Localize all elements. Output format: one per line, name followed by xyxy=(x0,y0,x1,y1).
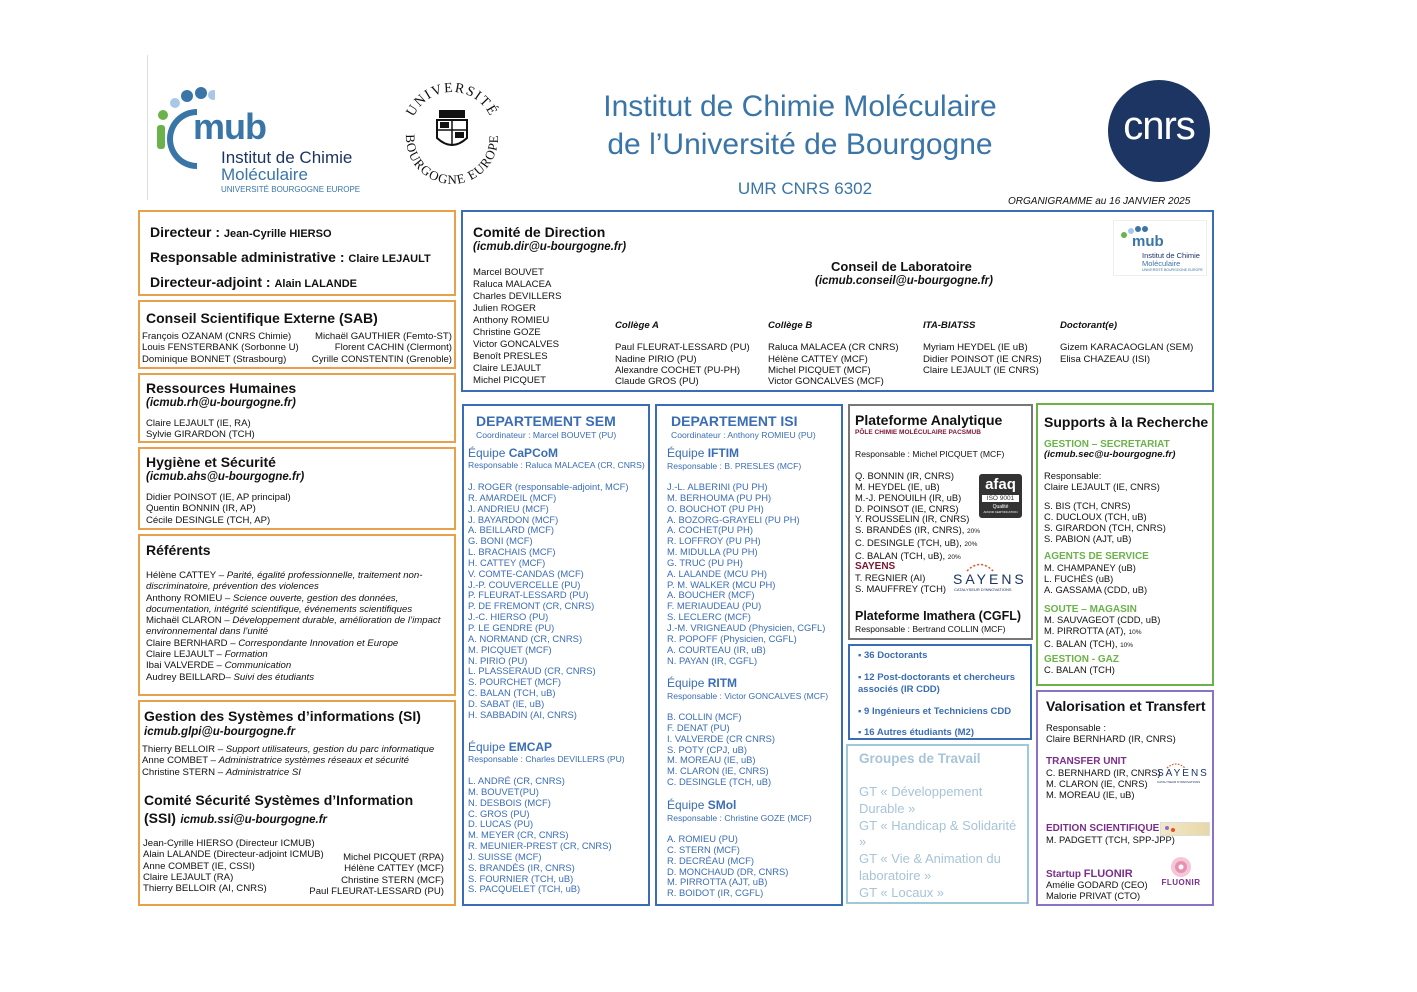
sayens-logo-text: SAYENS xyxy=(953,571,1027,587)
team-name-smol: SMol xyxy=(707,798,737,812)
si-title: Gestion des Systèmes d’informations (SI) xyxy=(144,708,421,724)
team-member: M. PIRROTTA (AJT, uB) xyxy=(667,876,768,888)
plateforme-member: C. BALAN (TCH, uB), 20% xyxy=(855,549,961,561)
transfer-title: TRANSFER UNIT xyxy=(1046,756,1127,767)
team-member: P. LE GENDRE (PU) xyxy=(468,621,555,633)
team-member: C. STERN (MCF) xyxy=(667,843,740,855)
team-member: J.-C. HIERSO (PU) xyxy=(468,611,549,623)
page-title-line2: de l’Université de Bourgogne xyxy=(607,128,993,161)
team-member: A. NORMAND (CR, CNRS) xyxy=(468,632,583,644)
gt-box xyxy=(846,744,1029,904)
secretariat-member: S. GIRARDON (TCH, CNRS) xyxy=(1044,521,1166,533)
sayens-title: SAYENS xyxy=(855,561,896,572)
small-logo-line3: UNIVERSITÉ BOURGOGNE EUROPE xyxy=(1142,268,1203,272)
team-member: R. BOIDOT (IR, CGFL) xyxy=(667,887,764,899)
rh-email[interactable]: (icmub.rh@u-bourgogne.fr) xyxy=(146,397,296,409)
plateforme-member: Q. BONNIN (IR, CNRS) xyxy=(855,470,954,481)
dept-isi-box xyxy=(655,404,843,906)
si-email[interactable]: icmub.glpi@u-bourgogne.fr xyxy=(144,726,296,738)
team-member: D. SABAT (IE, uB) xyxy=(468,697,545,709)
imathera-resp: Responsable : Bertrand COLLIN (MCF) xyxy=(855,624,1006,634)
secretariat-email[interactable]: (icmub.sec@u-bourgogne.fr) xyxy=(1044,449,1176,460)
codir-title: Comité de Direction xyxy=(473,224,606,240)
team-member: C. DESINGLE (TCH, uB) xyxy=(667,776,772,788)
isi-coordinator: Coordinateur : Anthony ROMIEU (PU) xyxy=(671,430,816,440)
plateforme-member: S. BRANDÈS (IR, CNRS), 20% xyxy=(855,524,981,536)
team-member: P. DE FREMONT (CR, CNRS) xyxy=(468,600,595,612)
stats-box xyxy=(848,644,1032,740)
codir-box xyxy=(461,210,1214,392)
imathera-title: Plateforme Imathera (CGFL) xyxy=(855,609,1022,623)
gaz-member: C. BALAN (TCH) xyxy=(1044,664,1115,675)
agent-member: M. CHAMPANEY (uB) xyxy=(1044,562,1136,573)
team-member: R. POPOFF (Physicien, CGFL) xyxy=(667,632,797,644)
si-item: Thierry BELLOIR – Support utilisateurs, gestion du parc informatique xyxy=(142,744,435,755)
dept-sem-box xyxy=(462,404,650,906)
team-member: M. BOUVET(PU) xyxy=(468,785,539,797)
si-item: Christine STERN – Administratrice SI xyxy=(142,766,301,778)
rh-box xyxy=(138,373,456,443)
team-resp: Responsable : Victor GONCALVES (MCF) xyxy=(667,691,829,701)
college-member: Claude GROS (PU) xyxy=(615,376,699,388)
fluonir-logo-text: FLUONIR xyxy=(1161,878,1201,887)
transfer-member: C. BERNHARD (IR, CNRS) xyxy=(1046,767,1161,778)
team-member: R. AMARDEIL (MCF) xyxy=(468,491,557,503)
team-member: V. COMTE-CANDAS (MCF) xyxy=(468,567,584,579)
afaq-name: afaq xyxy=(985,476,1016,493)
deputy-name: Alain LALANDE xyxy=(274,278,357,290)
fluonir-flower-icon xyxy=(1170,856,1192,878)
team-member: D. MONCHAUD (DR, CNRS) xyxy=(667,865,789,877)
college-title: Collège A xyxy=(615,320,659,331)
plateforme-resp: Responsable : Michel PICQUET (MCF) xyxy=(855,449,1005,459)
ritm-members xyxy=(667,712,775,788)
admin-label: Responsable administrative : xyxy=(150,249,345,265)
referent-item: Audrey BEILLARD– Suivi des étudiants xyxy=(146,671,314,683)
soute-member: M. PIRROTTA (AT), 10% xyxy=(1044,624,1142,636)
team-member: H. SABBADIN (AI, CNRS) xyxy=(468,708,577,720)
gaz-title: GESTION - GAZ xyxy=(1044,654,1119,665)
conseil-email[interactable]: (icmub.conseil@u-bourgogne.fr) xyxy=(815,275,993,287)
team-member: A. BOUCHER (MCF) xyxy=(667,589,755,601)
plateforme-member: M.-J. PENOUILH (IR, uB) xyxy=(855,491,962,503)
team-member: R. DECRÉAU (MCF) xyxy=(667,854,754,866)
organigramme-date: ORGANIGRAMME au 16 JANVIER 2025 xyxy=(1008,196,1191,207)
cssi-member: Christine STERN (MCF) xyxy=(341,874,444,886)
conseil-title: Conseil de Laboratoire xyxy=(831,259,972,274)
startup-name: FLUONIR xyxy=(1083,868,1133,880)
plateforme-member: M. HEYDEL (IE, uB) xyxy=(855,480,940,492)
support-resp-name: Claire LEJAULT (IE, CNRS) xyxy=(1044,480,1160,492)
team-member: S. PACQUELET (TCH, uB) xyxy=(468,883,581,895)
team-member: J.-M. VRIGNEAUD (Physicien, CGFL) xyxy=(667,621,826,633)
valo-resp-label: Responsable : xyxy=(1046,722,1106,733)
gt-item: GT « Handicap & Solidarité » xyxy=(859,817,1017,850)
hs-member: Quentin BONNIN (IR, AP) xyxy=(146,503,256,515)
referent-item: Ibai VALVERDE – Communication xyxy=(146,660,292,672)
team-member: J.-L. ALBERINI (PU PH) xyxy=(667,481,768,492)
edition-member: M. PADGETT (TCH, SPP-JPP) xyxy=(1046,834,1175,845)
logo-line1: Institut de Chimie xyxy=(221,148,353,167)
team-member: J. ROGER (responsable-adjoint, MCF) xyxy=(468,481,629,492)
icmub-small-logo xyxy=(1113,220,1207,276)
valo-resp-name: Claire BERNHARD (IR, CNRS) xyxy=(1046,732,1176,744)
referent-item: Hélène CATTEY – Parité, égalité professionnelle, traitement non-discriminatoire, prévention des violences xyxy=(146,570,423,593)
startup-label: Startup xyxy=(1046,869,1081,880)
team-member: S. POURCHET (MCF) xyxy=(468,676,562,688)
small-logo-mub: mub xyxy=(1132,233,1164,250)
team-member: J.-P. COUVERCELLE (PU) xyxy=(468,578,581,590)
referent-item: Claire BERNHARD – Correspondante Innovation et Europe xyxy=(146,637,399,649)
hs-box xyxy=(138,447,456,530)
team-member: N. PAYAN (IR, CGFL) xyxy=(667,654,758,666)
codir-member: Julien ROGER xyxy=(473,303,536,314)
team-prefix: Équipe xyxy=(667,676,705,690)
hs-member: Cécile DESINGLE (TCH, AP) xyxy=(146,514,271,526)
cssi-member: Thierry BELLOIR (AI, CNRS) xyxy=(143,883,267,895)
rh-member: Sylvie GIRARDON (TCH) xyxy=(146,429,255,441)
team-member: L. PLASSERAUD (CR, CNRS) xyxy=(468,665,596,677)
team-member: I. VALVERDE (CR CNRS) xyxy=(667,732,775,744)
team-member: C. GROS (PU) xyxy=(468,807,530,819)
team-member: L. ANDRÉ (CR, CNRS) xyxy=(468,775,565,786)
hs-member: Didier POINSOT (IE, AP principal) xyxy=(146,492,291,503)
codir-member: Raluca MALACEA xyxy=(473,279,552,290)
team-member: P. M. WALKER (MCU PH) xyxy=(667,578,776,590)
isi-title: DEPARTEMENT ISI xyxy=(671,413,798,429)
team-member: J. ANDRIEU (MCF) xyxy=(468,502,549,514)
team-resp: Responsable : Charles DEVILLERS (PU) xyxy=(468,754,625,764)
agent-member: L. FUCHÉS (uB) xyxy=(1044,572,1114,584)
team-member: G. TRUC (PU PH) xyxy=(667,556,743,568)
supports-box xyxy=(1036,403,1214,686)
rh-member: Claire LEJAULT (IE, RA) xyxy=(146,418,251,429)
codir-member: Claire LEJAULT xyxy=(473,363,542,374)
team-member: D. LUCAS (PU) xyxy=(468,818,534,830)
college-member: Nadine PIRIO (PU) xyxy=(615,353,697,365)
transfer-member: M. MOREAU (IE, uB) xyxy=(1046,788,1135,800)
team-prefix: Équipe xyxy=(667,446,705,460)
sab-member: Michaël GAUTHIER (Femto-ST) xyxy=(315,331,452,342)
stat-item: ▪ 9 Ingénieurs et Techniciens CDD xyxy=(858,706,1012,717)
cssi-member: Jean-Cyrille HIERSO (Directeur ICMUB) xyxy=(143,838,315,849)
team-member: M. MEYER (CR, CNRS) xyxy=(468,829,569,841)
cssi-title-2: (SSI) xyxy=(144,810,176,826)
sem-coordinator: Coordinateur : Marcel BOUVET (PU) xyxy=(476,430,617,440)
referent-item: Claire LEJAULT – Formation xyxy=(146,649,268,661)
codir-member: Christine GOZE xyxy=(473,327,541,338)
sayens-logo-small xyxy=(1157,762,1211,788)
team-name-capcom: CaPCoM xyxy=(508,446,559,460)
team-member: B. COLLIN (MCF) xyxy=(667,711,742,722)
cssi-member: Claire LEJAULT (RA) xyxy=(143,871,234,883)
college-member: Michel PICQUET (MCF) xyxy=(768,364,871,376)
team-name-ritm: RITM xyxy=(707,676,738,690)
edition-title: EDITION SCIENTIFIQUE xyxy=(1046,823,1160,834)
sab-member: Cyrille CONSTENTIN (Grenoble) xyxy=(311,353,452,365)
team-member: A. BEILLARD (MCF) xyxy=(468,524,554,536)
stat-item: ▪ 16 Autres étudiants (M2) xyxy=(858,727,974,738)
referent-item: Anthony ROMIEU – Science ouverte, gestion des données, documentation, intégrité scientifique, événements scientifiques xyxy=(146,592,413,615)
college-member: Claire LEJAULT (IE CNRS) xyxy=(923,364,1039,376)
plateforme-subtitle: PÔLE CHIMIE MOLÉCULAIRE PACSMUB xyxy=(855,429,981,436)
cssi-member: Michel PICQUET (RPA) xyxy=(343,852,444,863)
team-member: A. ROMIEU (PU) xyxy=(667,833,738,844)
team-member: H. CATTEY (MCF) xyxy=(468,556,546,568)
sayens-small-sub: CATALYSEUR D'INNOVATIONS xyxy=(1157,780,1201,784)
cssi-member: Paul FLEURAT-LESSARD (PU) xyxy=(309,885,444,897)
referent-item: Michaël CLARON – Développement durable, amélioration de l’impact environnemental dans l’unité xyxy=(146,615,441,638)
iftim-members xyxy=(667,482,825,666)
agent-member: A. GASSAMA (CDD, uB) xyxy=(1044,583,1148,595)
college-member: Gizem KARACAOGLAN (SEM) xyxy=(1060,342,1194,354)
referents-box xyxy=(138,534,456,696)
team-member: M. MIDULLA (PU PH) xyxy=(667,546,758,558)
agents-title: AGENTS DE SERVICE xyxy=(1044,551,1149,562)
referents-title: Référents xyxy=(146,542,211,558)
capcom-members xyxy=(468,482,628,721)
afaq-quality: Qualité xyxy=(992,504,1009,510)
team-resp: Responsable : B. PRESLES (MCF) xyxy=(667,461,802,471)
sayens-logo-sub: CATALYSEUR D'INNOVATIONS xyxy=(954,587,1012,592)
support-resp-label: Responsable: xyxy=(1044,470,1102,481)
startup-member: Malorie PRIVAT (CTO) xyxy=(1046,889,1141,901)
page-title-line1: Institut de Chimie Moléculaire xyxy=(603,90,997,123)
si-item: Anne COMBET – Administratrice systèmes réseaux et sécurité xyxy=(142,755,409,767)
college-member: Alexandre COCHET (PU-PH) xyxy=(615,364,741,376)
team-member: J. BAYARDON (MCF) xyxy=(468,513,559,525)
college-member: Hélène CATTEY (MCF) xyxy=(768,353,868,365)
plateforme-title: Plateforme Analytique xyxy=(855,412,1003,428)
afaq-cert: AFNOR CERTIFICATION xyxy=(983,510,1018,514)
team-member: M. PICQUET (MCF) xyxy=(468,643,552,655)
umr-label: UMR CNRS 6302 xyxy=(737,179,873,198)
sab-member: François OZANAM (CNRS Chimie) xyxy=(142,331,292,342)
hs-title: Hygiène et Sécurité xyxy=(146,454,276,470)
college-title: Collège B xyxy=(768,320,813,331)
seal-top-text: UNIVERSITÉ xyxy=(403,80,501,120)
plateforme-member: C. DESINGLE (TCH, uB), 20% xyxy=(855,537,978,549)
seal-bottom-text: BOURGOGNE EUROPE xyxy=(402,134,502,188)
team-prefix: Équipe xyxy=(468,446,506,460)
smol-members xyxy=(667,834,788,899)
team-member: R. LOFFROY (PU PH) xyxy=(667,535,761,547)
codir-member: Michel PICQUET xyxy=(473,375,547,386)
team-name-emcap: EMCAP xyxy=(508,740,553,754)
college-member: Raluca MALACEA (CR CNRS) xyxy=(768,342,899,354)
gt-item: GT « Développement Durable » xyxy=(859,784,983,816)
team-member: F. DENAT (PU) xyxy=(667,721,730,733)
team-member: S. BRANDÈS (IR, CNRS) xyxy=(468,861,575,873)
team-resp: Responsable : Raluca MALACEA (CR, CNRS) xyxy=(468,460,645,470)
codir-member: Anthony ROMIEU xyxy=(473,315,550,326)
codir-email[interactable]: (icmub.dir@u-bourgogne.fr) xyxy=(473,241,627,253)
college-member: Didier POINSOT (IE CNRS) xyxy=(923,353,1042,365)
plateforme-member: D. POINSOT (IE, CNRS) xyxy=(855,502,959,514)
team-member: M. CLARON (IE, CNRS) xyxy=(667,765,769,777)
rh-title: Ressources Humaines xyxy=(146,380,297,396)
sab-box xyxy=(138,300,456,369)
team-member: C. BALAN (TCH, uB) xyxy=(468,687,556,699)
emcap-members xyxy=(468,776,612,895)
logo-line3: UNIVERSITÉ BOURGOGNE EUROPE xyxy=(221,185,361,194)
team-member: J. SUISSE (MCF) xyxy=(468,850,542,862)
sab-member: Louis FENSTERBANK (Sorbonne U) xyxy=(142,342,299,354)
college-member: Paul FLEURAT-LESSARD (PU) xyxy=(615,342,750,354)
stat-item: ▪ 36 Doctorants xyxy=(858,650,928,661)
secretariat-member: S. PABION (AJT, uB) xyxy=(1044,532,1132,544)
small-logo-line1: Institut de Chimie xyxy=(1142,251,1200,260)
fluonir-logo xyxy=(1160,856,1202,896)
college-title: ITA-BIATSS xyxy=(923,320,976,331)
logo-mub: mub xyxy=(193,106,266,147)
gt-item: GT « Locaux » xyxy=(859,884,945,900)
soute-member: M. SAUVAGEOT (CDD, uB) xyxy=(1044,614,1161,625)
admin-name: Claire LEJAULT xyxy=(348,253,431,265)
team-member: M. BERHOUMA (PU PH) xyxy=(667,491,772,503)
team-prefix: Équipe xyxy=(667,798,705,812)
sayens-member: T. REGNIER (AI) xyxy=(855,572,926,583)
team-member: G. BONI (MCF) xyxy=(468,535,533,547)
sayens-logo xyxy=(953,562,1025,598)
college-member: Victor GONCALVES (MCF) xyxy=(768,376,884,388)
secretariat-member: S. BIS (TCH, CNRS) xyxy=(1044,500,1131,511)
team-member: L. BRACHAIS (MCF) xyxy=(468,546,556,558)
team-member: R. MEUNIER-PREST (CR, CNRS) xyxy=(468,840,612,852)
plateforme-member: Y. ROUSSELIN (IR, CNRS) xyxy=(855,513,970,525)
sab-member: Dominique BONNET (Strasbourg) xyxy=(142,353,287,365)
soute-member: C. BALAN (TCH), 10% xyxy=(1044,637,1134,649)
hs-email[interactable]: (icmub.ahs@u-bourgogne.fr) xyxy=(146,471,305,483)
secretariat-title: GESTION – SECRETARIAT xyxy=(1044,439,1170,450)
college-member: Elisa CHAZEAU (ISI) xyxy=(1060,353,1151,365)
team-member: N. PIRIO (PU) xyxy=(468,654,528,666)
cssi-email[interactable]: icmub.ssi@u-bourgogne.fr xyxy=(180,814,328,826)
cnrs-logo xyxy=(1108,80,1210,182)
team-member: S. LECLERC (MCF) xyxy=(667,611,751,623)
stat-item: ▪ 12 Post-doctorants et chercheurs associés (IR CDD) xyxy=(858,672,1016,695)
team-member: P. FLEURAT-LESSARD (PU) xyxy=(468,589,589,601)
valorisation-title: Valorisation et Transfert xyxy=(1046,698,1206,714)
team-prefix: Équipe xyxy=(468,740,506,754)
cssi-member: Alain LALANDE (Directeur-adjoint ICMUB) xyxy=(143,849,324,861)
team-member: A. LALANDE (MCU PH) xyxy=(667,567,768,579)
team-member: S. POTY (CPJ, uB) xyxy=(667,743,748,755)
team-member: M. MOREAU (IE, uB) xyxy=(667,754,756,766)
gt-title: Groupes de Travail xyxy=(859,751,981,766)
soute-title: SOUTE – MAGASIN xyxy=(1044,604,1137,615)
sayens-small-text: SAYENS xyxy=(1157,768,1209,779)
si-box xyxy=(138,700,456,906)
university-seal xyxy=(392,72,512,192)
codir-member: Charles DEVILLERS xyxy=(473,291,562,302)
team-member: O. BOUCHOT (PU PH) xyxy=(667,502,764,514)
startup-member: Amélie GODARD (CEO) xyxy=(1046,879,1148,890)
afaq-logo xyxy=(979,474,1022,518)
logo-line2: Moléculaire xyxy=(221,165,308,184)
supports-title: Supports à la Recherche xyxy=(1044,414,1209,430)
team-name-iftim: IFTIM xyxy=(707,446,740,460)
cssi-member: Anne COMBET (IE, CSSI) xyxy=(143,860,255,872)
secretariat-member: C. DUCLOUX (TCH, uB) xyxy=(1044,510,1147,522)
team-member: F. MERIAUDEAU (PU) xyxy=(667,600,762,612)
college-title: Doctorant(e) xyxy=(1060,320,1118,331)
team-member: N. DESBOIS (MCF) xyxy=(468,796,551,808)
director-label: Directeur : xyxy=(150,224,221,240)
small-logo-line2: Moléculaire xyxy=(1142,259,1181,268)
direction-box xyxy=(138,210,456,296)
codir-member: Marcel BOUVET xyxy=(473,267,544,278)
team-member: A. COCHET(PU PH) xyxy=(667,524,753,536)
gt-item: GT « Vie & Animation du laboratoire » xyxy=(859,851,1001,883)
transfer-member: M. CLARON (IE, CNRS) xyxy=(1046,777,1148,789)
afaq-iso: ISO 9001 xyxy=(982,495,1019,502)
codir-member: Victor GONCALVES xyxy=(473,339,560,350)
sab-title: Conseil Scientifique Externe (SAB) xyxy=(146,310,378,326)
team-member: A. BOZORG-GRAYELI (PU PH) xyxy=(667,513,800,525)
sab-member: Florent CACHIN (Clermont) xyxy=(334,342,452,354)
team-resp: Responsable : Christine GOZE (MCF) xyxy=(667,813,812,823)
director-name: Jean-Cyrille HIERSO xyxy=(223,228,332,240)
college-member: Myriam HEYDEL (IE uB) xyxy=(923,342,1028,354)
valorisation-box xyxy=(1036,690,1214,906)
sem-title: DEPARTEMENT SEM xyxy=(476,413,616,429)
cnrs-logo-text: cnrs xyxy=(1123,104,1195,148)
icmub-logo xyxy=(155,85,370,200)
plateforme-box xyxy=(848,404,1033,640)
cssi-title: Comité Sécurité Systèmes d’Information xyxy=(144,792,414,808)
deputy-label: Directeur-adjoint : xyxy=(150,274,271,290)
team-member: S. FOURNIER (TCH, uB) xyxy=(468,872,574,884)
sayens-member: S. MAUFFREY (TCH) xyxy=(855,582,946,594)
cssi-member: Hélène CATTEY (MCF) xyxy=(344,863,444,875)
codir-member: Benoît PRESLES xyxy=(473,351,548,362)
team-member: A. COURTEAU (IR, uB) xyxy=(667,643,766,655)
